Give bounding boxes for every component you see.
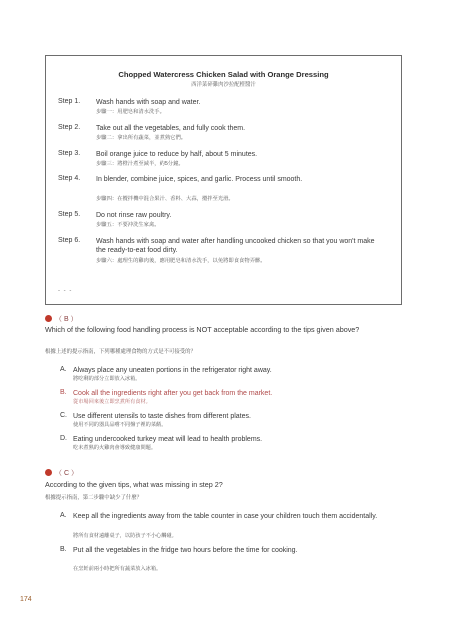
step-label: Step 1. <box>58 98 81 105</box>
recipe-box <box>45 55 402 305</box>
option-letter: C. <box>60 412 67 419</box>
option-text: Use different utensils to taste dishes from different plates. <box>73 413 251 420</box>
step-text: In blender, combine juice, spices, and garlic. Process until smooth. <box>96 176 303 183</box>
option-text: Eating undercooked turkey meat will lead to health problems. <box>73 436 263 443</box>
question-b-tag <box>45 314 78 324</box>
step-text-zh: 步驟二：拿出所有蔬菜，並煮熟它們。 <box>96 135 187 141</box>
step-text: Wash hands with soap and water. <box>96 99 201 106</box>
step-text: Take out all the vegetables, and fully cook them. <box>96 125 246 132</box>
step-text: Do not rinse raw poultry. <box>96 212 172 219</box>
step-text: Boil orange juice to reduce by half, about 5 minutes. <box>96 151 258 158</box>
option-text: Put all the vegetables in the fridge two hours before the time for cooking. <box>73 547 298 554</box>
question-b-text-zh: 根據上述的提示指南，下列哪種處理食物的方式是不可接受的？ <box>45 349 196 355</box>
step-label: Step 5. <box>58 211 81 218</box>
option-text: Keep all the ingredients away from the table counter in case your children touch them accidentally. <box>73 513 378 520</box>
option-letter: A. <box>60 512 67 519</box>
answer-label: （ C ） <box>55 470 78 477</box>
option-text-zh: 在烹飪前兩小時把所有蔬菜放入冰箱。 <box>73 566 162 572</box>
question-b-text: Which of the following food handling process is NOT acceptable according to the tips given above? <box>45 325 360 334</box>
question-c-text-zh: 根據提示指南，第二步驟中缺少了什麼？ <box>45 495 143 501</box>
bullet-icon <box>45 469 52 476</box>
page-number: 174 <box>20 596 32 603</box>
recipe-subtitle: 西洋菜碎雞肉沙拉配橙醬汁 <box>191 82 256 88</box>
option-text: Always place any uneaten portions in the refrigerator right away. <box>73 367 272 374</box>
option-letter: B. <box>60 546 67 553</box>
step-text-zh: 步驟六：處理生的雞肉後，應用肥皂和清水洗手，以免將即食食物弄髒。 <box>96 258 266 264</box>
option-letter: D. <box>60 435 67 442</box>
option-letter: A. <box>60 366 67 373</box>
step-label: Step 2. <box>58 124 81 131</box>
option-text-zh: 從市場回來後立即烹煮所有食材。 <box>73 399 151 405</box>
recipe-title: Chopped Watercress Chicken Salad with Orange Dressing <box>118 70 329 79</box>
continuation-dots: - - - <box>58 288 73 294</box>
step-label: Step 4. <box>58 175 81 182</box>
answer-label: （ B ） <box>55 316 78 323</box>
option-text-zh: 使用不同的器具品嚐不同盤子裡的菜餚。 <box>73 422 167 428</box>
option-letter: B. <box>60 389 67 396</box>
step-text: Wash hands with soap and water after handling uncooked chicken so that you won't make the ready-to-eat food dirty. <box>96 238 375 254</box>
option-text-zh: 將吃剩的部分立即放入冰箱。 <box>73 376 141 382</box>
step-text-zh: 步驟四：在攪拌機中混合果汁、香料、大蒜，攪拌至光滑。 <box>96 196 234 202</box>
question-c-tag <box>45 468 78 478</box>
step-text-zh: 步驟五：不要沖洗生家禽。 <box>96 222 160 228</box>
bullet-icon <box>45 315 52 322</box>
question-c-text: According to the given tips, what was missing in step 2? <box>45 480 223 489</box>
step-label: Step 3. <box>58 150 81 157</box>
step-label: Step 6. <box>58 237 81 244</box>
step-text-zh: 步驟三：將橙汁煮至減半，約5分鐘。 <box>96 161 184 167</box>
option-text: Cook all the ingredients right after you get back from the market. <box>73 390 273 397</box>
option-text-zh: 將所有食材遠離桌子，以防孩子不小心觸碰。 <box>73 533 177 539</box>
step-text-zh: 步驟一：用肥皂和清水洗手。 <box>96 109 165 115</box>
option-text-zh: 吃未煮熟的火雞肉會導致健康問題。 <box>73 445 157 451</box>
